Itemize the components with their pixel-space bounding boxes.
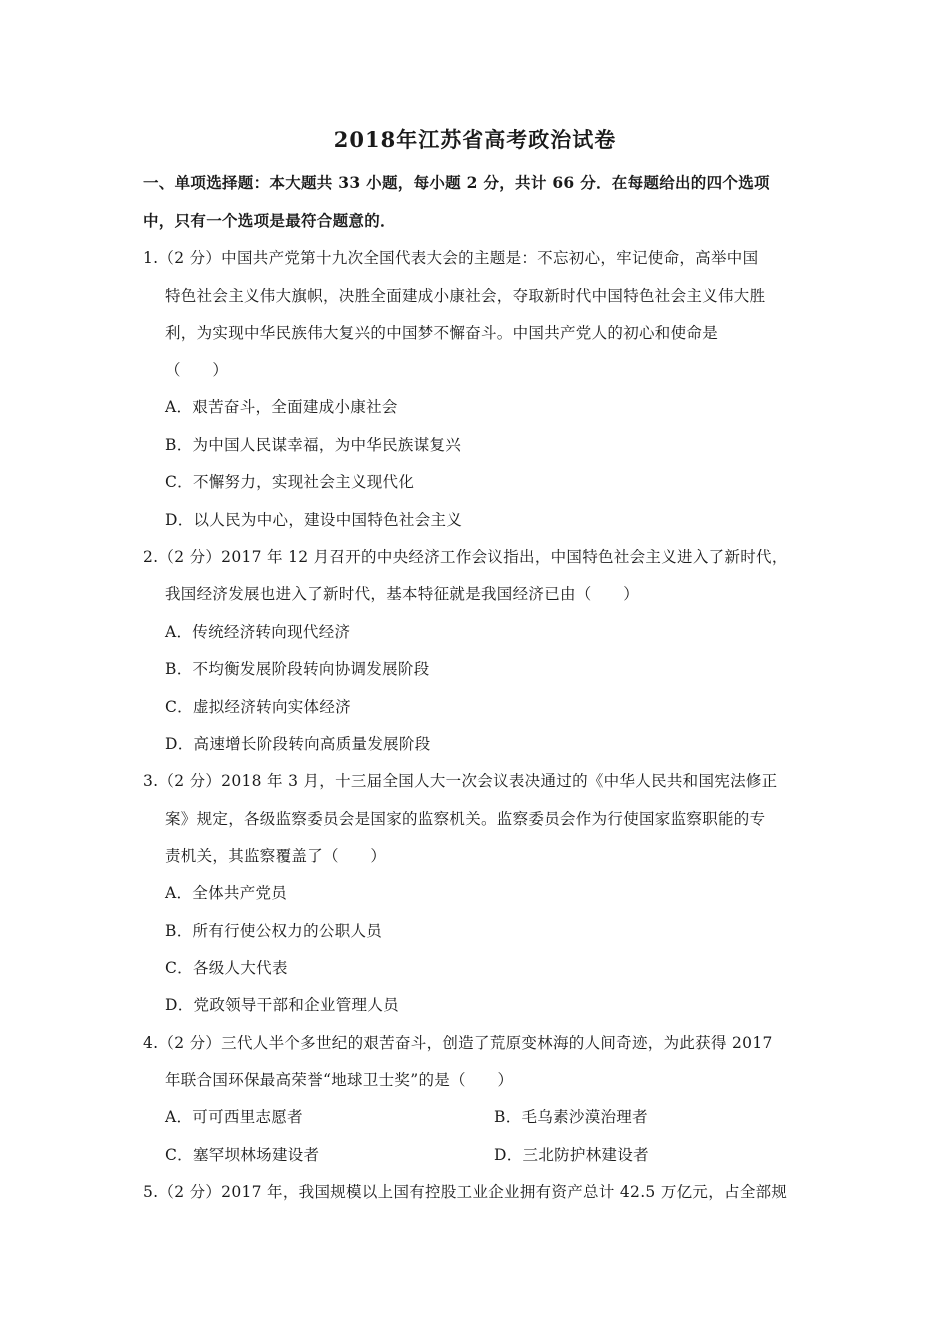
question-3-stem-line-3: 责机关，其监察覆盖了（ ） [165, 847, 387, 865]
question-2-option-b: B．不均衡发展阶段转向协调发展阶段 [165, 660, 430, 678]
question-3-option-a: A．全体共产党员 [165, 884, 288, 902]
question-3-option-d: D．党政领导干部和企业管理人员 [165, 996, 399, 1014]
question-1-option-d: D．以人民为中心，建设中国特色社会主义 [165, 511, 463, 529]
question-1-stem-line-1: 1.（2 分）中国共产党第十九次全国代表大会的主题是：不忘初心，牢记使命，高举中国 [143, 249, 759, 267]
question-1-blank: （ ） [165, 361, 229, 379]
question-2-option-c: C．虚拟经济转向实体经济 [165, 698, 351, 716]
exam-title: 2018年江苏省高考政治试卷 [333, 127, 617, 152]
question-4-stem-line-2: 年联合国环保最高荣誉“地球卫士奖”的是（ ） [165, 1071, 514, 1089]
question-1-option-b: B．为中国人民谋幸福，为中华民族谋复兴 [165, 436, 462, 454]
question-4-option-d: D．三北防护林建设者 [494, 1146, 649, 1164]
question-3-stem-line-2: 案》规定，各级监察委员会是国家的监察机关。监察委员会作为行使国家监察职能的专 [165, 810, 766, 828]
question-3-option-c: C．各级人大代表 [165, 959, 288, 977]
question-1-stem-line-2: 特色社会主义伟大旗帜，决胜全面建成小康社会，夺取新时代中国特色社会主义伟大胜 [165, 287, 766, 305]
question-2-option-d: D．高速增长阶段转向高质量发展阶段 [165, 735, 431, 753]
question-2-stem-line-1: 2.（2 分）2017 年 12 月召开的中央经济工作会议指出，中国特色社会主义进入了新时代， [143, 548, 788, 566]
question-3-stem-line-1: 3.（2 分）2018 年 3 月，十三届全国人大一次会议表决通过的《中华人民共和国宪法修正 [143, 772, 778, 790]
question-4-stem-line-1: 4.（2 分）三代人半个多世纪的艰苦奋斗，创造了荒原变林海的人间奇迹，为此获得 2017 [143, 1034, 773, 1052]
question-4-option-b: B．毛乌素沙漠治理者 [494, 1108, 648, 1126]
question-1-stem-line-3: 利，为实现中华民族伟大复兴的中国梦不懈奋斗。中国共产党人的初心和使命是 [165, 324, 719, 342]
question-2-option-a: A．传统经济转向现代经济 [165, 623, 351, 641]
question-1-option-a: A．艰苦奋斗，全面建成小康社会 [165, 398, 398, 416]
section-heading-line-1: 一、单项选择题：本大题共 33 小题，每小题 2 分，共计 66 分．在每题给出的四个选项 [143, 173, 770, 192]
question-3-option-b: B．所有行使公权力的公职人员 [165, 922, 383, 940]
question-4-option-a: A．可可西里志愿者 [165, 1108, 303, 1126]
section-heading-line-2: 中，只有一个选项是最符合题意的． [143, 211, 396, 230]
question-5-stem-line-1: 5.（2 分）2017 年，我国规模以上国有控股工业企业拥有资产总计 42.5 万亿元，占全部规 [143, 1183, 788, 1201]
question-4-option-c: C．塞罕坝林场建设者 [165, 1146, 320, 1164]
question-2-stem-line-2: 我国经济发展也进入了新时代，基本特征就是我国经济已由（ ） [165, 585, 640, 603]
question-1-option-c: C．不懈努力，实现社会主义现代化 [165, 473, 415, 491]
